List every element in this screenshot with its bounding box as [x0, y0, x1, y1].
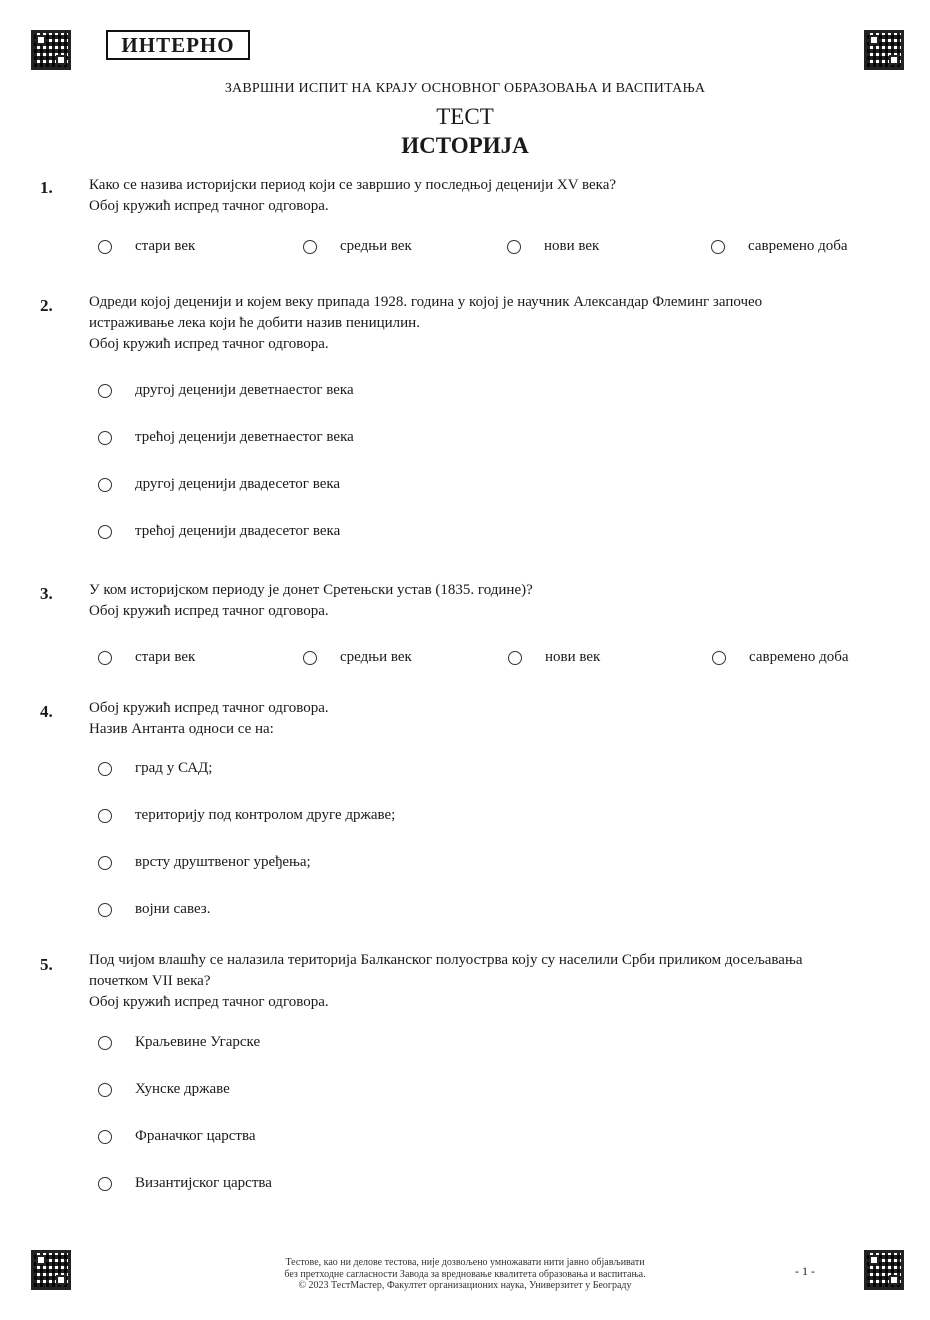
qr-code-top-left-icon [31, 30, 71, 70]
question-3-option-1[interactable] [98, 649, 195, 666]
question-5-line-3: Обој кружић испред тачног одговора. [89, 994, 329, 1010]
qr-code-bottom-left-icon [31, 1250, 71, 1290]
option-label: стари век [135, 649, 196, 665]
question-5-option-3[interactable] [98, 1128, 256, 1145]
question-1-option-4[interactable] [711, 238, 848, 255]
option-label: трећој деценији двадесетог века [135, 523, 341, 539]
question-2-option-2[interactable] [98, 429, 354, 446]
option-label: савремено доба [749, 649, 849, 665]
radio-circle-icon[interactable] [303, 651, 317, 665]
question-2-option-1[interactable] [98, 382, 354, 399]
question-3-option-2[interactable] [303, 649, 412, 666]
question-3-line-2: Обој кружић испред тачног одговора. [89, 603, 329, 619]
radio-circle-icon[interactable] [98, 431, 112, 445]
qr-code-top-right-icon [864, 30, 904, 70]
option-label: територију под контролом друге државе; [135, 807, 396, 823]
radio-circle-icon[interactable] [303, 240, 317, 254]
radio-circle-icon[interactable] [98, 1177, 112, 1191]
question-2-number: 2. [40, 296, 53, 315]
footer-line-1: Тестове, као ни делове тестова, није дозвољено умножавати нити јавно објављивати [285, 1257, 645, 1268]
option-label: нови век [545, 649, 601, 665]
radio-circle-icon[interactable] [98, 240, 112, 254]
question-2-line-3: Обој кружић испред тачног одговора. [89, 336, 329, 352]
option-label: Византијског царства [135, 1175, 272, 1191]
radio-circle-icon[interactable] [711, 240, 725, 254]
question-5-line-2: почетком VII века? [89, 973, 211, 989]
test-title: ТЕСТ [436, 104, 494, 129]
radio-circle-icon[interactable] [507, 240, 521, 254]
question-5-number: 5. [40, 955, 53, 974]
question-1-option-1[interactable] [98, 238, 195, 255]
question-1-number: 1. [40, 178, 53, 197]
question-5-text [89, 950, 889, 1013]
question-4-line-2: Назив Антанта односи се на: [89, 721, 274, 737]
question-2-line-2: истраживање лека који ће добити назив пеницилин. [89, 315, 420, 331]
option-label: савремено доба [748, 238, 848, 254]
question-5-option-2[interactable] [98, 1081, 230, 1098]
footer-copyright [240, 1257, 690, 1292]
radio-circle-icon[interactable] [98, 384, 112, 398]
radio-circle-icon[interactable] [712, 651, 726, 665]
radio-circle-icon[interactable] [98, 1130, 112, 1144]
question-2-option-3[interactable] [98, 476, 340, 493]
question-4-option-1[interactable] [98, 760, 212, 777]
option-label: град у САД; [135, 760, 213, 776]
radio-circle-icon[interactable] [98, 651, 112, 665]
radio-circle-icon[interactable] [98, 809, 112, 823]
radio-circle-icon[interactable] [98, 762, 112, 776]
option-label: стари век [135, 238, 196, 254]
radio-circle-icon[interactable] [98, 903, 112, 917]
question-4-text [89, 698, 889, 740]
question-5-option-1[interactable] [98, 1034, 260, 1051]
question-3-text [89, 580, 889, 622]
radio-circle-icon[interactable] [508, 651, 522, 665]
qr-code-bottom-right-icon [864, 1250, 904, 1290]
option-label: Краљевине Угарске [135, 1034, 261, 1050]
footer-line-3: © 2023 ТестМастер, Факултет организационих наука, Универзитет у Београду [298, 1280, 632, 1291]
radio-circle-icon[interactable] [98, 1083, 112, 1097]
question-4-option-3[interactable] [98, 854, 311, 871]
question-2-text [89, 292, 889, 355]
question-5-option-4[interactable] [98, 1175, 272, 1192]
question-3-number: 3. [40, 584, 53, 603]
option-label: војни савез. [135, 901, 211, 917]
option-label: средњи век [340, 238, 412, 254]
question-1-line-2: Обој кружић испред тачног одговора. [89, 198, 329, 214]
radio-circle-icon[interactable] [98, 856, 112, 870]
radio-circle-icon[interactable] [98, 478, 112, 492]
question-4-option-4[interactable] [98, 901, 210, 918]
option-label: средњи век [340, 649, 412, 665]
footer-line-2: без претходне сагласности Завода за вредновање квалитета образовања и васпитања. [284, 1268, 646, 1280]
question-3-option-3[interactable] [508, 649, 600, 666]
question-1-text [89, 175, 889, 217]
option-label: врсту друштвеног уређења; [135, 854, 311, 870]
question-3-option-4[interactable] [712, 649, 849, 666]
option-label: другој деценији деветнаестог века [135, 382, 354, 398]
option-label: нови век [544, 238, 600, 254]
question-2-line-1: Одреди којој деценији и којем веку припада 1928. година у којој је научник Александар Флеминг започео [89, 294, 763, 310]
radio-circle-icon[interactable] [98, 1036, 112, 1050]
question-4-number: 4. [40, 702, 53, 721]
page-number: - 1 - [795, 1264, 815, 1278]
option-label: Хунске државе [135, 1081, 230, 1097]
question-4-option-2[interactable] [98, 807, 395, 824]
question-3-line-1: У ком историјском периоду је донет Сретењски устав (1835. године)? [89, 582, 533, 598]
question-2-option-4[interactable] [98, 523, 340, 540]
question-4-line-1: Обој кружић испред тачног одговора. [89, 700, 329, 716]
exam-title: ЗАВРШНИ ИСПИТ НА КРАЈУ ОСНОВНОГ ОБРАЗОВАЊА И ВАСПИТАЊА [224, 81, 706, 96]
radio-circle-icon[interactable] [98, 525, 112, 539]
question-5-line-1: Под чијом влашћу се налазила територија Балканског полуострва коју су населили Срби приликом досељавања [89, 952, 803, 968]
question-1-option-2[interactable] [303, 238, 412, 255]
option-label: другој деценији двадесетог века [135, 476, 341, 492]
question-1-line-1: Како се назива историјски период који се завршио у последњој деценији XV века? [89, 177, 617, 193]
option-label: трећој деценији деветнаестог века [135, 429, 354, 445]
question-1-option-3[interactable] [507, 238, 599, 255]
subject-title: ИСТОРИЈА [401, 133, 529, 158]
option-label: Франачког царства [135, 1128, 256, 1144]
internal-badge: ИНТЕРНО [106, 30, 250, 60]
